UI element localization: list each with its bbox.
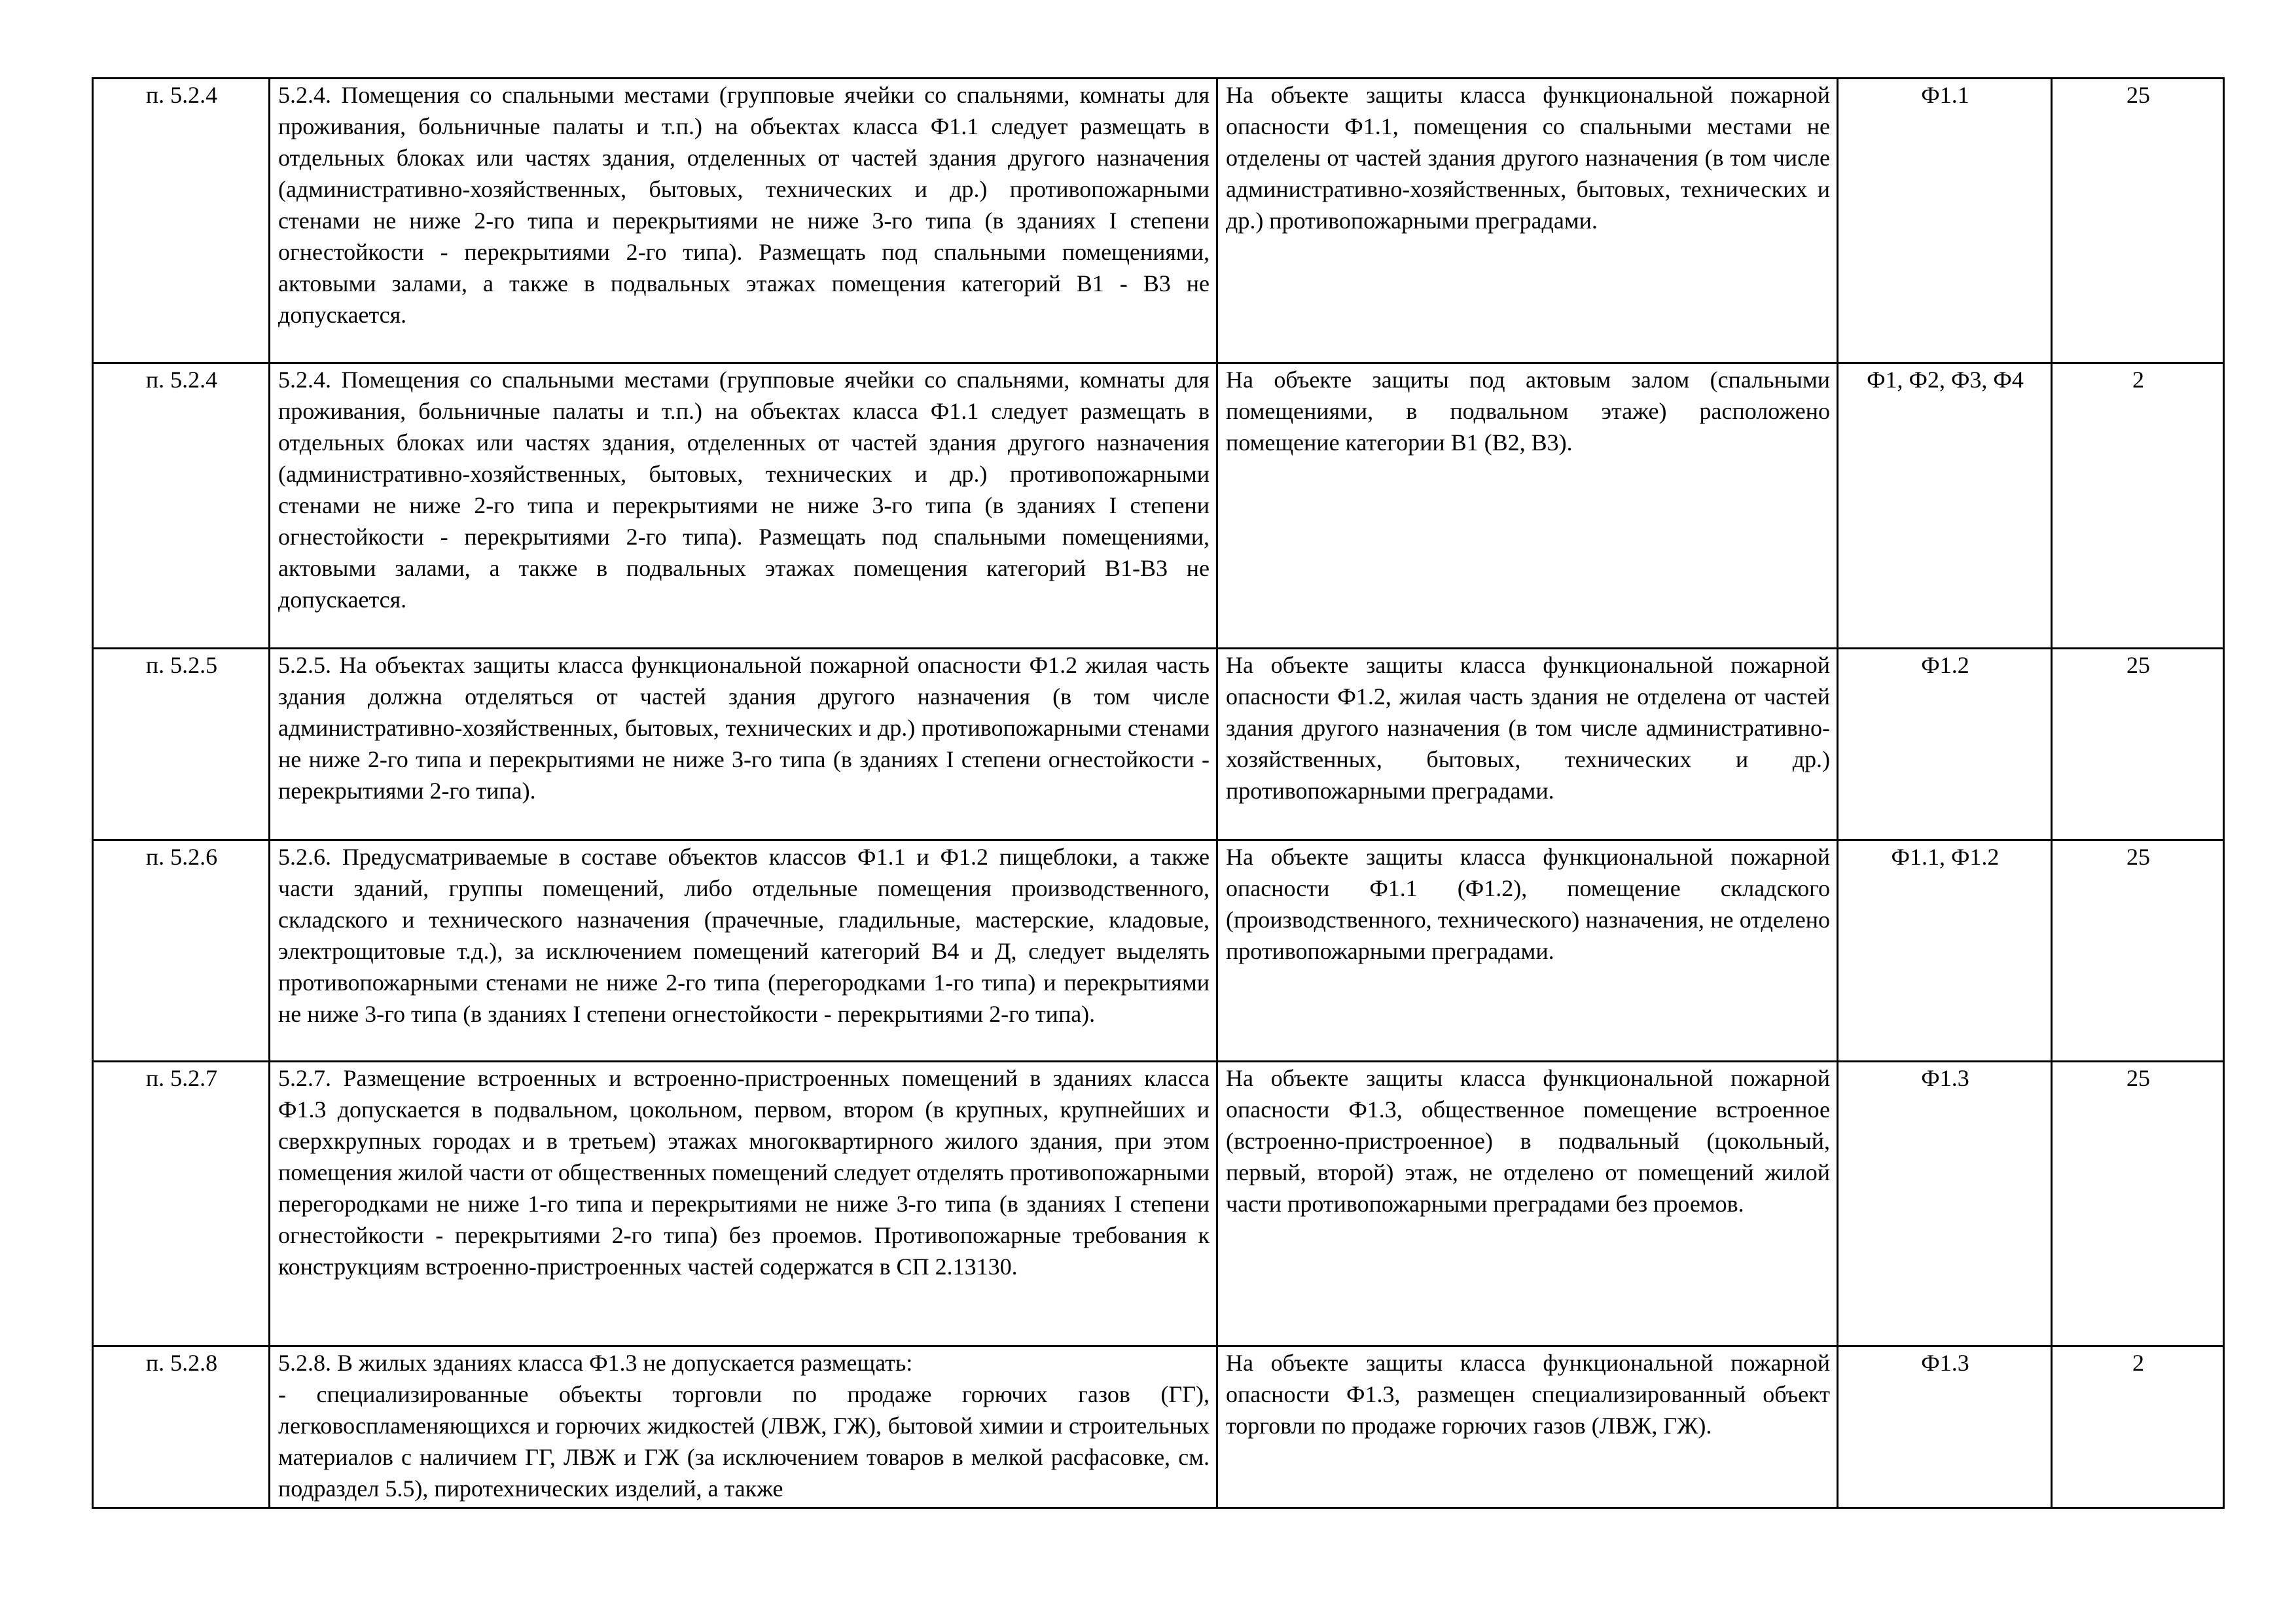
clause-cell — [93, 1346, 270, 1508]
clause-cell — [93, 79, 270, 363]
score-value: 25 — [2126, 844, 2150, 870]
score-cell — [2052, 1062, 2224, 1346]
requirement-cell — [270, 363, 1217, 649]
clause-ref: п. 5.2.7 — [145, 1065, 218, 1091]
clause-ref: п. 5.2.6 — [145, 844, 218, 870]
score-value: 25 — [2126, 652, 2150, 678]
requirement-text: 5.2.4. Помещения со спальными местами (групповые ячейки со спальнями, комнаты для проживания, больничные палаты и т.п.) на объектах класса Ф1.1 следует размещать в отдельных блоках или частях здания, отделенных от частей здания другого назначения (административно-хозяйственных, бытовых, технических и др.) противопожарными стенами не ниже 2-го типа и перекрытиями не ниже 3-го типа (в зданиях I степени огнестойкости - перекрытиями 2-го типа). Размещать под спальными помещениями, актовыми залами, а также в подвальных этажах помещения категорий В1 - В3 не допускается. — [278, 82, 1210, 328]
table-row — [93, 649, 2224, 840]
violation-cell — [1217, 79, 1838, 363]
requirement-text: 5.2.4. Помещения со спальными местами (групповые ячейки со спальнями, комнаты для проживания, больничные палаты и т.п.) на объектах класса Ф1.1 следует размещать в отдельных блоках или частях здания, отделенных от частей здания другого назначения (административно-хозяйственных, бытовых, технических и др.) противопожарными стенами не ниже 2-го типа и перекрытиями не ниже 3-го типа (в зданиях I степени огнестойкости - перекрытиями 2-го типа). Размещать под спальными помещениями, актовыми залами, а также в подвальных этажах помещения категорий В1-В3 не допускается. — [278, 367, 1210, 613]
requirement-text: 5.2.6. Предусматриваемые в составе объектов классов Ф1.1 и Ф1.2 пищеблоки, а также части зданий, группы помещений, либо отдельные помещения производственного, складского и технического назначения (прачечные, гладильные, мастерские, кладовые, электрощитовые т.д.), за исключением помещений категорий В4 и Д, следует выделять противопожарными стенами не ниже 2-го типа (перегородками 1-го типа) и перекрытиями не ниже 3-го типа (в зданиях I степени огнестойкости - перекрытиями 2-го типа). — [278, 844, 1210, 1027]
requirement-text: 5.2.8. В жилых зданиях класса Ф1.3 не допускается размещать: - специализированные объекты торговли по продаже горючих газов (ГГ), легковоспламеняющихся и горючих жидкостей (ЛВЖ, ГЖ), бытовой химии и строительных материалов с наличием ГГ, ЛВЖ и ГЖ (за исключением товаров в мелкой расфасовке, см. подраздел 5.5), пиротехнических изделий, а также — [278, 1350, 1210, 1502]
fire-class-cell — [1838, 649, 2052, 840]
fire-class: Ф1, Ф2, Ф3, Ф4 — [1867, 367, 2024, 393]
fire-class-cell — [1838, 840, 2052, 1062]
fire-class: Ф1.3 — [1921, 1350, 1969, 1376]
violation-cell — [1217, 649, 1838, 840]
clause-cell — [93, 840, 270, 1062]
violation-text: На объекте защиты класса функциональной пожарной опасности Ф1.3, размещен специализированный объект торговли по продаже горючих газов (ЛВЖ, ГЖ). — [1226, 1350, 1830, 1439]
score-cell — [2052, 363, 2224, 649]
requirement-cell — [270, 649, 1217, 840]
fire-class-cell — [1838, 1062, 2052, 1346]
clause-cell — [93, 649, 270, 840]
violation-text: На объекте защиты класса функциональной пожарной опасности Ф1.2, жилая часть здания не отделена от частей здания другого назначения (в том числе административно-хозяйственных, бытовых, технических и др.) противопожарными преградами. — [1226, 652, 1830, 804]
violation-text: На объекте защиты класса функциональной пожарной опасности Ф1.1 (Ф1.2), помещение складского (производственного, технического) назначения, не отделено противопожарными преградами. — [1226, 844, 1830, 964]
requirements-table — [92, 77, 2225, 1509]
fire-class: Ф1.1 — [1921, 82, 1969, 108]
score-cell — [2052, 840, 2224, 1062]
requirement-cell — [270, 1346, 1217, 1508]
clause-cell — [93, 363, 270, 649]
requirement-text: 5.2.5. На объектах защиты класса функциональной пожарной опасности Ф1.2 жилая часть здания должна отделяться от частей здания другого назначения (в том числе административно-хозяйственных, бытовых, технических и др.) противопожарными стенами не ниже 2-го типа и перекрытиями не ниже 3-го типа (в зданиях I степени огнестойкости - перекрытиями 2-го типа). — [278, 652, 1210, 804]
violation-cell — [1217, 363, 1838, 649]
fire-class: Ф1.3 — [1921, 1065, 1969, 1091]
violation-text: На объекте защиты класса функциональной пожарной опасности Ф1.3, общественное помещение встроенное (встроенно-пристроенное) в подвальный (цокольный, первый, второй) этаж, не отделено от помещений жилой части противопожарными преградами без проемов. — [1226, 1065, 1830, 1217]
clause-ref: п. 5.2.5 — [145, 652, 218, 678]
score-cell — [2052, 79, 2224, 363]
clause-ref: п. 5.2.4 — [145, 82, 218, 108]
table-row — [93, 1062, 2224, 1346]
fire-class-cell — [1838, 79, 2052, 363]
violation-text: На объекте защиты под актовым залом (спальными помещениями, в подвальном этаже) расположено помещение категории В1 (В2, В3). — [1226, 367, 1830, 456]
violation-cell — [1217, 1346, 1838, 1508]
score-cell — [2052, 1346, 2224, 1508]
score-value: 2 — [2132, 367, 2144, 393]
requirement-cell — [270, 840, 1217, 1062]
requirement-text: 5.2.7. Размещение встроенных и встроенно-пристроенных помещений в зданиях класса Ф1.3 допускается в подвальном, цокольном, первом, втором (в крупных, крупнейших и сверхкрупных городах и в третьем) этажах многоквартирного жилого здания, при этом помещения жилой части от общественных помещений следует отделять противопожарными перегородками не ниже 1-го типа и перекрытиями не ниже 3-го типа (в зданиях I степени огнестойкости - перекрытиями 2-го типа) без проемов. Противопожарные требования к конструкциям встроенно-пристроенных частей содержатся в СП 2.13130. — [278, 1065, 1210, 1280]
score-cell — [2052, 649, 2224, 840]
fire-class: Ф1.1, Ф1.2 — [1891, 844, 2000, 870]
table-row — [93, 79, 2224, 363]
score-value: 25 — [2126, 82, 2150, 108]
requirement-cell — [270, 79, 1217, 363]
table-row — [93, 840, 2224, 1062]
clause-ref: п. 5.2.4 — [145, 367, 218, 393]
score-value: 25 — [2126, 1065, 2150, 1091]
violation-cell — [1217, 840, 1838, 1062]
fire-class-cell — [1838, 1346, 2052, 1508]
fire-class: Ф1.2 — [1921, 652, 1969, 678]
clause-cell — [93, 1062, 270, 1346]
table-row — [93, 1346, 2224, 1508]
fire-class-cell — [1838, 363, 2052, 649]
clause-ref: п. 5.2.8 — [145, 1350, 218, 1376]
violation-cell — [1217, 1062, 1838, 1346]
table-row — [93, 363, 2224, 649]
requirement-cell — [270, 1062, 1217, 1346]
violation-text: На объекте защиты класса функциональной пожарной опасности Ф1.1, помещения со спальными местами не отделены от частей здания другого назначения (в том числе административно-хозяйственных, бытовых, технических и др.) противопожарными преградами. — [1226, 82, 1830, 234]
score-value: 2 — [2132, 1350, 2144, 1376]
